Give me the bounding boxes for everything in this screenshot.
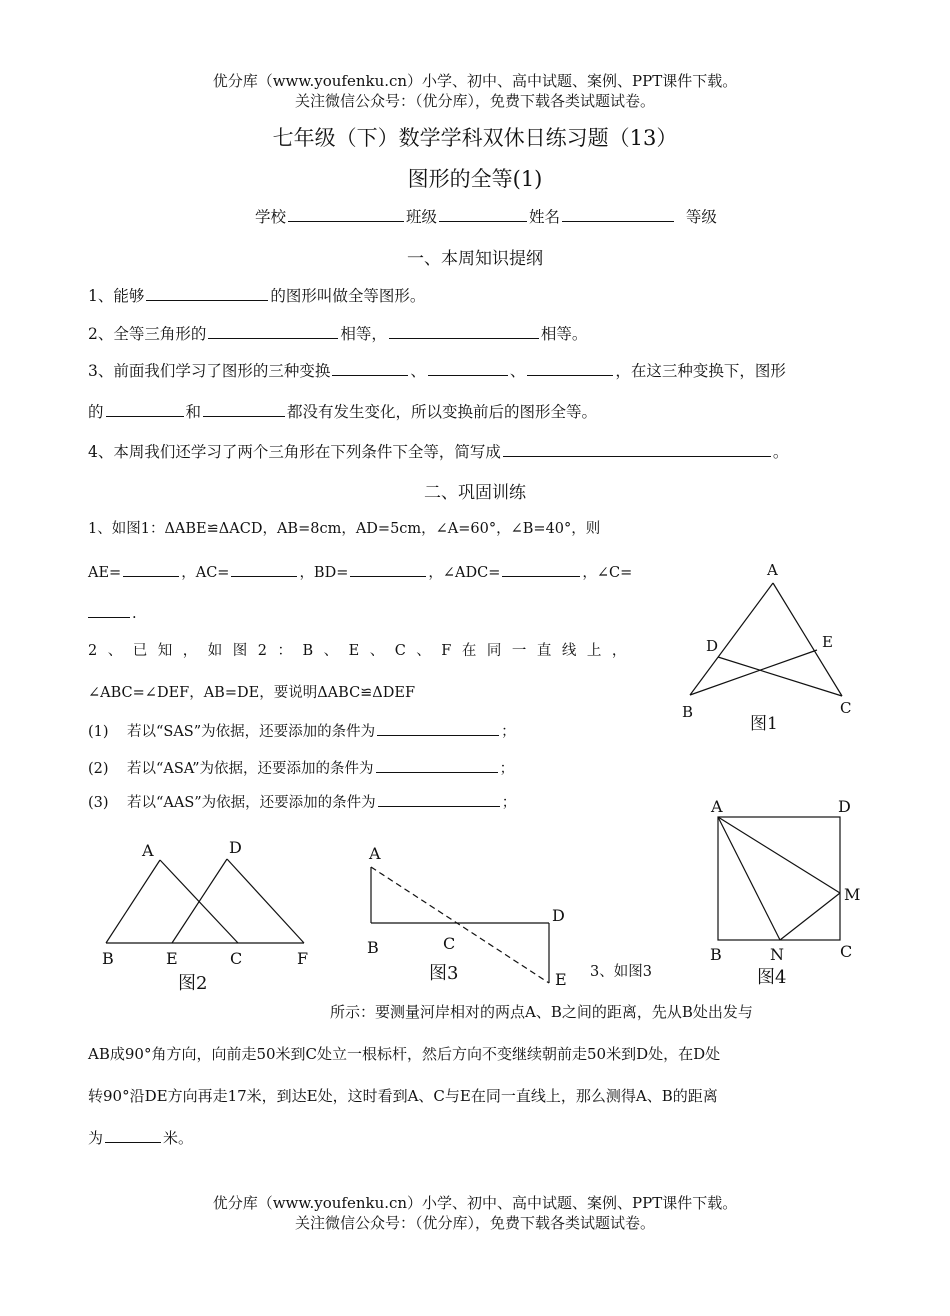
- s2-q2-line1: 2、已知，如图2：B、E、C、F在同一直线上，: [88, 643, 637, 659]
- ab-distance-blank[interactable]: [105, 1127, 161, 1143]
- s2-q3-line3: 转90°沿DE方向再走17米，到达E处，这时看到A、C与E在同一直线上，那么测得A、B的距离: [88, 1087, 718, 1105]
- fig2-line-de: [172, 859, 227, 943]
- s2-q2-line2: ∠ABC=∠DEF，AB=DE，要说明ΔABC≌ΔDEF: [88, 685, 416, 701]
- fig1-label-c: C: [840, 699, 852, 717]
- fig4-line-am: [718, 817, 840, 893]
- s2-q3-lead: 3、如图3: [590, 964, 652, 980]
- s1-q3-blank-4[interactable]: [106, 401, 184, 417]
- s1-q3-blank-5[interactable]: [203, 401, 285, 417]
- fig3-caption: 图3: [429, 963, 459, 984]
- fig1-line-be: [690, 650, 817, 695]
- c-blank[interactable]: [88, 602, 130, 618]
- fig4-line-nm: [780, 893, 840, 940]
- fig2-label-f: F: [297, 949, 309, 968]
- s1-q3-blank-3[interactable]: [527, 360, 613, 376]
- class-label: 班级: [406, 208, 438, 226]
- fig4-label-b: B: [710, 945, 722, 964]
- fig3-label-e: E: [555, 970, 567, 989]
- fig2-line-ab: [106, 860, 160, 943]
- fig4-label-m: M: [844, 885, 861, 904]
- fig4-square: [718, 817, 840, 940]
- s2-q3-line1: 所示：要测量河岸相对的两点A、B之间的距离，先从B处出发与: [330, 1003, 753, 1021]
- s2-q1-line3: .: [88, 602, 137, 622]
- s1-q2: 2、全等三角形的 相等， 相等。: [88, 325, 588, 343]
- fig3-label-b: B: [367, 938, 379, 957]
- fig4-label-a: A: [711, 797, 723, 816]
- class-blank[interactable]: [439, 206, 527, 222]
- s1-q3-line2: 的 和 都没有发生变化，所以变换前后的图形全等。: [88, 403, 598, 421]
- name-label: 姓名: [529, 208, 561, 226]
- s1-q3-blank-2[interactable]: [428, 360, 508, 376]
- info-line: [255, 205, 717, 227]
- s2-q3-line2: AB成90°角方向，向前走50米到C处立一根标杆，然后方向不变继续朝前走50米到D处，在D处: [88, 1045, 721, 1063]
- s1-q4: 4、本周我们还学习了两个三角形在下列条件下全等，简写成 。: [88, 443, 789, 461]
- fig2-label-c: C: [230, 949, 243, 968]
- header-line-2: 关注微信公众号：（优分库），免费下载各类试题试卷。: [294, 92, 655, 110]
- s2-q1-line2: AE= ，AC= ，BD= ，∠ADC= ，∠C=: [88, 561, 632, 582]
- figure-3: [355, 835, 585, 995]
- school-label: 学校: [255, 208, 287, 226]
- fig2-line-df: [227, 859, 304, 943]
- footer-line-2: 关注微信公众号：（优分库），免费下载各类试题试卷。: [294, 1214, 655, 1232]
- s2-q3-line4: 为 米。: [88, 1129, 194, 1147]
- fig1-label-a: A: [767, 561, 778, 579]
- fig2-label-e: E: [166, 949, 178, 968]
- bd-blank[interactable]: [350, 561, 426, 577]
- fig4-label-c: C: [840, 942, 853, 961]
- fig1-label-e: E: [822, 633, 833, 651]
- figure-4: [700, 792, 870, 992]
- s1-q3-blank-1[interactable]: [332, 360, 408, 376]
- s1-q3-line1: 3、前面我们学习了图形的三种变换 、 、 ，在这三种变换下，图形: [88, 362, 786, 380]
- fig3-label-c: C: [443, 934, 456, 953]
- fig4-line-an: [718, 817, 780, 940]
- fig2-label-b: B: [102, 949, 114, 968]
- s2-q2-item-1: (1) 若以“SAS”为依据，还要添加的条件为 ；: [88, 720, 516, 741]
- figure-1: [670, 555, 870, 745]
- fig3-label-d: D: [552, 906, 565, 925]
- fig1-label-b: B: [682, 703, 694, 721]
- fig1-line-ab: [690, 583, 773, 695]
- fig3-line-ae-dashed: [371, 867, 549, 983]
- section2-heading: 二、巩固训练: [424, 483, 526, 503]
- name-blank[interactable]: [562, 206, 674, 222]
- s2-q1-line1: 1、如图1：ΔABE≌ΔACD，AB=8cm，AD=5cm，∠A=60°，∠B=40°，则: [88, 521, 601, 537]
- fig1-label-d: D: [706, 637, 719, 655]
- fig4-caption: 图4: [757, 967, 787, 988]
- fig2-caption: 图2: [178, 973, 208, 994]
- s1-q2-blank-2[interactable]: [389, 323, 539, 339]
- grade-label: 等级: [685, 208, 717, 226]
- fig3-label-a: A: [369, 844, 381, 863]
- fig2-label-d: D: [229, 838, 242, 857]
- school-blank[interactable]: [288, 206, 404, 222]
- aas-blank[interactable]: [378, 791, 500, 807]
- fig4-label-n: N: [770, 945, 784, 964]
- header-line-1: 优分库（www.youfenku.cn）小学、初中、高中试题、案例、PPT课件下载。: [212, 72, 738, 90]
- fig1-caption: 图1: [750, 714, 778, 734]
- sas-blank[interactable]: [377, 720, 499, 736]
- s1-q4-blank[interactable]: [503, 441, 771, 457]
- page-subtitle: 图形的全等(1): [407, 167, 543, 191]
- s2-q2-item-2: (2) 若以“ASA”为依据，还要添加的条件为 ；: [88, 757, 514, 778]
- ae-blank[interactable]: [123, 561, 179, 577]
- s2-q2-item-3: (3) 若以“AAS”为依据，还要添加的条件为 ；: [88, 791, 516, 812]
- footer-line-1: 优分库（www.youfenku.cn）小学、初中、高中试题、案例、PPT课件下载。: [212, 1194, 738, 1212]
- adc-blank[interactable]: [502, 561, 580, 577]
- s1-q1-blank[interactable]: [146, 285, 268, 301]
- page-title: 七年级（下）数学学科双休日练习题（13）: [272, 126, 678, 150]
- s1-q2-blank-1[interactable]: [208, 323, 338, 339]
- s1-q1: 1、能够 的图形叫做全等图形。: [88, 287, 426, 305]
- asa-blank[interactable]: [376, 757, 498, 773]
- section1-heading: 一、本周知识提纲: [407, 249, 543, 269]
- fig4-label-d: D: [838, 797, 851, 816]
- ac-blank[interactable]: [231, 561, 297, 577]
- figure-2: [92, 830, 332, 1005]
- fig2-label-a: A: [142, 841, 154, 860]
